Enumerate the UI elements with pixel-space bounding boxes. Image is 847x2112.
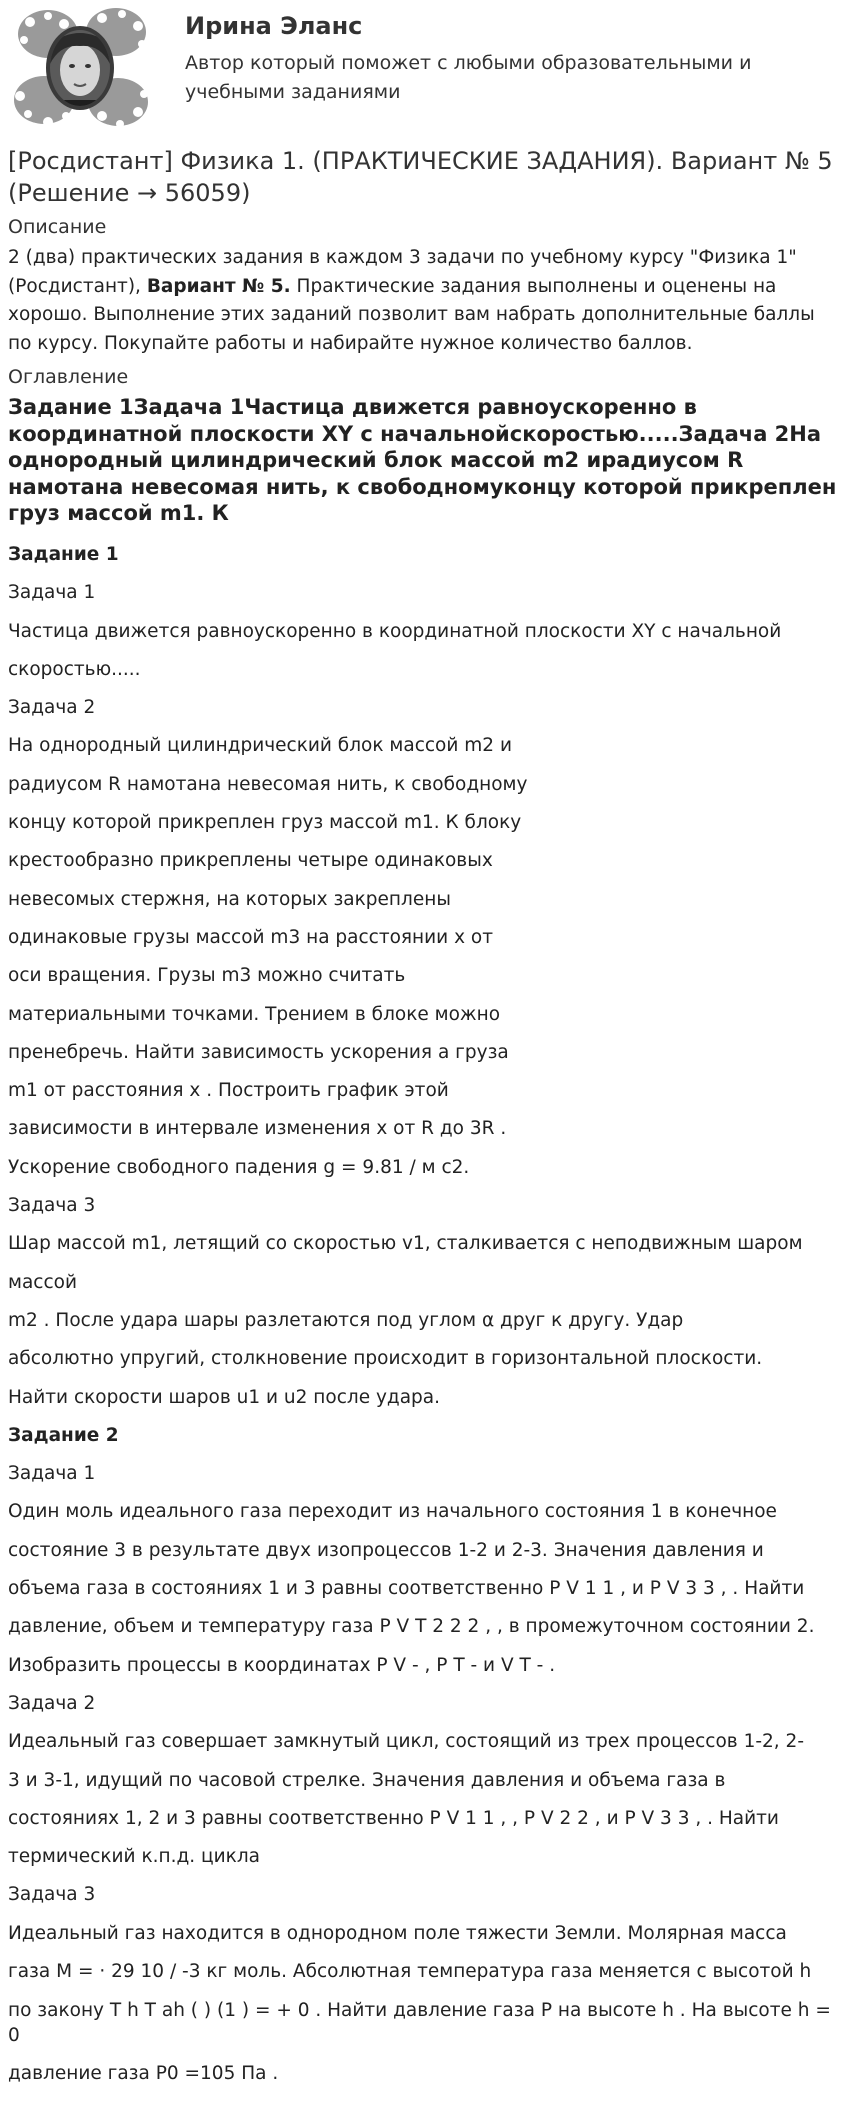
content-line: 3 и 3-1, идущий по часовой стрелке. Значения давления и объема газа в <box>8 1769 726 1791</box>
description-part-1: 2 (два) практических задания в каждом 3 задачи по учебному курсу "Физика 1" (Росдистант), <box>8 247 797 297</box>
content-line: Ускорение свободного падения g = 9.81 / м с2. <box>8 1156 470 1178</box>
content-line: Задание 1 <box>8 544 119 565</box>
content-line: Задача 3 <box>8 1195 96 1217</box>
content-line: Найти скорости шаров u1 и u2 после удара. <box>8 1386 441 1408</box>
author-block <box>0 0 847 135</box>
content-line: зависимости в интервале изменения x от R до 3R . <box>8 1118 507 1140</box>
content-line: термический к.п.д. цикла <box>8 1846 260 1868</box>
description-label: Описание <box>8 216 107 238</box>
content-line: давление газа P0 =105 Па . <box>8 2063 279 2085</box>
content-line: массой <box>8 1271 77 1293</box>
author-description: Автор который поможет с любыми образовательными и учебными заданиями <box>185 52 752 103</box>
content-line: Задача 1 <box>8 582 96 604</box>
content-line: Идеальный газ совершает замкнутый цикл, состоящий из трех процессов 1-2, 2- <box>8 1731 804 1753</box>
content-line: крестообразно прикреплены четыре одинаковых <box>8 850 493 872</box>
author-name[interactable]: Ирина Эланс <box>185 12 363 40</box>
content-line: невесомых стержня, на которых закреплены <box>8 888 451 910</box>
content-line: радиусом R намотана невесомая нить, к свободному <box>8 773 528 795</box>
content-line: Частица движется равноускоренно в координатной плоскости XY с начальной <box>8 620 782 642</box>
description-part-2: Практические задания выполнены и оценены на хорошо. Выполнение этих заданий позволит вам набрать дополнительные баллы по курсу. Покупайте работы и набирайте нужное количество баллов. <box>8 275 815 354</box>
content-line: состояние 3 в результате двух изопроцессов 1-2 и 2-3. Значения давления и <box>8 1539 764 1561</box>
toc-heading: Задание 1Задача 1Частица движется равноускоренно в координатной плоскости XY с начальнойскоростью.....Задача 2На однородный цилиндрический блок массой m2 ирадиусом R намотана невесомая нить, к свободномуконцу которой прикреплен груз массой m1. К <box>8 395 837 525</box>
content-line: Задача 2 <box>8 697 96 719</box>
content-line: объема газа в состояниях 1 и 3 равны соответственно P V 1 1 , и P V 3 3 , . Найти <box>8 1578 805 1600</box>
description-text <box>8 244 840 358</box>
content-line: Шар массой m1, летящий со скоростью v1, сталкивается с неподвижным шаром <box>8 1233 803 1255</box>
content-line: давление, объем и температуру газа P V T 2 2 2 , , в промежуточном состоянии 2. <box>8 1616 815 1638</box>
content-line: На однородный цилиндрический блок массой m2 и <box>8 735 512 757</box>
toc-label: Оглавление <box>8 366 129 388</box>
content-line: состояниях 1, 2 и 3 равны соответственно P V 1 1 , , P V 2 2 , и P V 3 3 , . Найти <box>8 1807 779 1829</box>
content-line: Задание 2 <box>8 1424 119 1446</box>
content-line: m2 . После удара шары разлетаются под углом α друг к другу. Удар <box>8 1309 684 1331</box>
content-line: оси вращения. Грузы m3 можно считать <box>8 965 406 987</box>
content-line: пренебречь. Найти зависимость ускорения a груза <box>8 1041 509 1063</box>
description-variant: Вариант № 5. <box>146 275 291 297</box>
content-line: m1 от расстояния x . Построить график этой <box>8 1080 449 1102</box>
task-content <box>8 536 843 2094</box>
content-line: концу которой прикреплен груз массой m1. К блоку <box>8 812 522 834</box>
content-line: материальными точками. Трением в блоке можно <box>8 1003 501 1025</box>
content-line: одинаковые грузы массой m3 на расстоянии x от <box>8 926 494 948</box>
content-line: скоростью..... <box>8 658 141 680</box>
author-avatar <box>4 4 156 130</box>
content-line: абсолютно упругий, столкновение происходит в горизонтальной плоскости. <box>8 1348 763 1370</box>
page-title: [Росдистант] Физика 1. (ПРАКТИЧЕСКИЕ ЗАДАНИЯ). Вариант № 5 (Решение → 56059) <box>8 147 833 207</box>
content-line: газа M = · 29 10 / -3 кг моль. Абсолютная температура газа меняется с высотой h <box>8 1960 812 1982</box>
content-line: по закону T h T ah ( ) (1 ) = + 0 . Найти давление газа P на высоте h . На высоте h = 0 <box>8 2000 831 2047</box>
content-line: Изобразить процессы в координатах P V - , P T - и V T - . <box>8 1654 556 1676</box>
content-line: Задача 1 <box>8 1463 96 1485</box>
content-line: Идеальный газ находится в однородном поле тяжести Земли. Молярная масса <box>8 1922 787 1944</box>
content-line: Задача 3 <box>8 1884 96 1906</box>
content-line: Один моль идеального газа переходит из начального состояния 1 в конечное <box>8 1501 777 1523</box>
content-line: Задача 2 <box>8 1692 96 1714</box>
